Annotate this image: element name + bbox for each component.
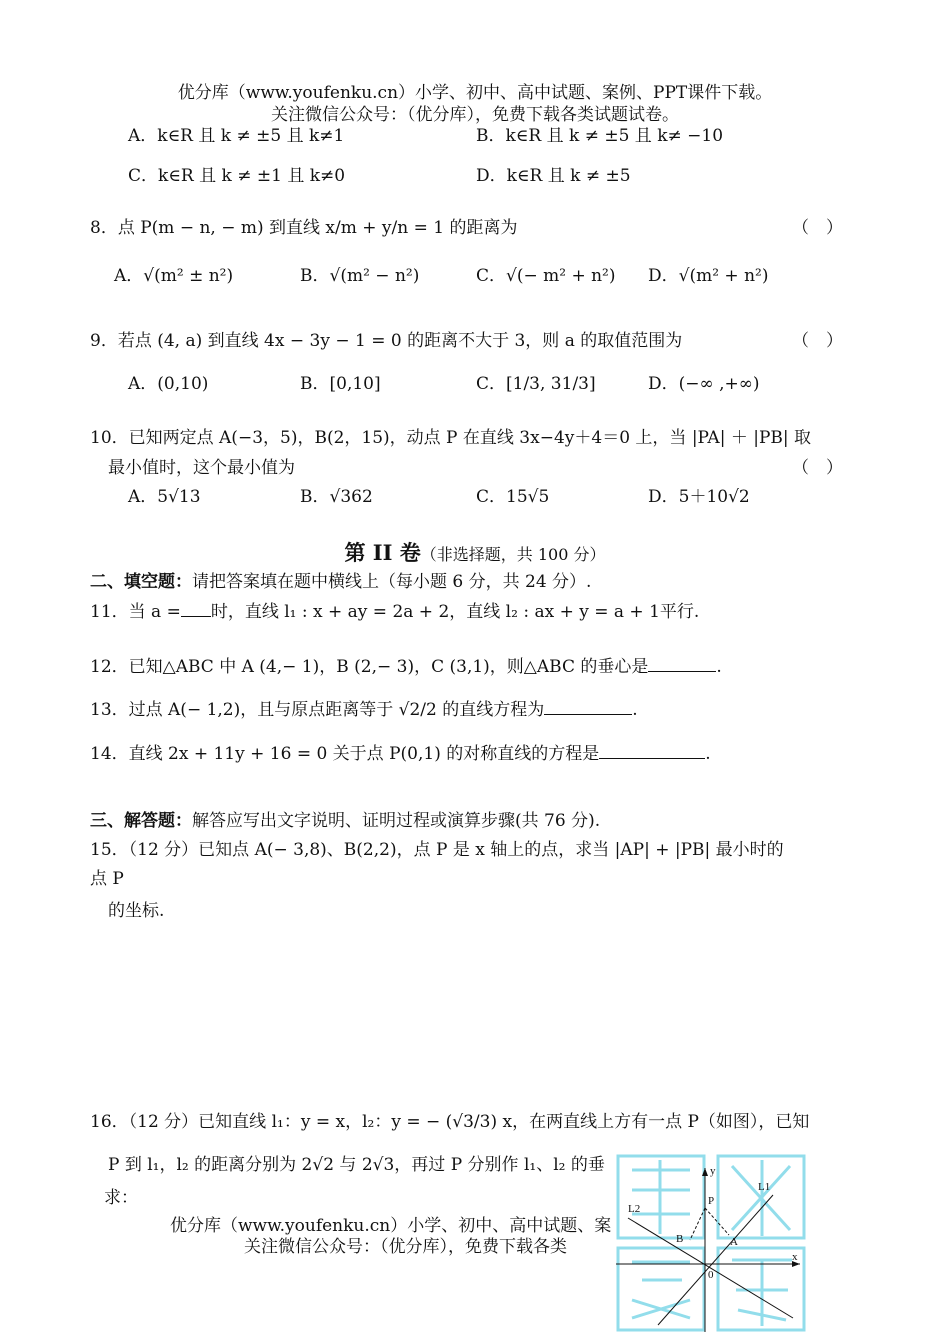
q7-option-d: D．k∈R 且 k ≠ ±5: [476, 166, 631, 186]
fill-section-desc: 请把答案填在题中横线上（每小题 6 分，共 24 分）.: [192, 572, 592, 592]
solve-section: [90, 806, 600, 831]
q12-answer-blank[interactable]: [648, 655, 716, 672]
q9-paren: （ ）: [792, 331, 843, 351]
q9-option-a: A．(0,10): [128, 374, 209, 394]
q10-paren: （ ）: [792, 458, 843, 478]
part-2-subtitle: （非选择题，共 100 分）: [420, 545, 606, 564]
q9-option-d: D．(−∞ ,+∞): [648, 374, 760, 394]
label-origin: 0: [708, 1269, 714, 1281]
q10-option-b: B．√362: [300, 487, 373, 507]
fill-section-heading: 二、填空题：: [90, 572, 192, 592]
q10-stem-line-2: 最小值时，这个最小值为: [108, 458, 295, 478]
q14-answer-blank[interactable]: [599, 742, 705, 759]
q16-line-3: 求：: [104, 1188, 138, 1208]
perpendicular-segments: [690, 1208, 729, 1240]
part-2-title: [0, 537, 950, 567]
q8-option-b: B．√(m² − n²): [300, 266, 420, 286]
label-x: x: [792, 1251, 798, 1263]
q11-answer-blank[interactable]: [181, 600, 211, 617]
q11: [90, 597, 699, 622]
q8-option-d: D．√(m² + n²): [648, 266, 769, 286]
q10-option-c: C．15√5: [476, 487, 550, 507]
q9-option-c: C．[1/3, 31/3]: [476, 374, 596, 394]
q9-option-b: B．[0,10]: [300, 374, 381, 394]
q8-option-a: A．√(m² ± n²): [114, 266, 234, 286]
label-l1: L1: [758, 1181, 771, 1193]
header-line-1: 优分库（www.youfenku.cn）小学、初中、高中试题、案例、PPT课件下载。: [177, 83, 773, 103]
coordinate-figure: [608, 1160, 808, 1335]
q8-paren: （ ）: [792, 218, 843, 238]
q16-line-1: 16．（12 分）已知直线 l₁：y = x，l₂：y = − (√3/3) x，在两直线上方有一点 P（如图），已知: [90, 1112, 810, 1132]
line-l2: [628, 1218, 793, 1318]
q8-option-c: C．√(− m² + n²): [476, 266, 616, 286]
q13-answer-blank[interactable]: [544, 698, 632, 715]
label-y: y: [710, 1165, 716, 1177]
q15-line-3: 的坐标.: [108, 901, 165, 921]
q11-mid: 时，直线 l₁ : x + ay = 2a + 2，直线 l₂ : ax + y = a + 1: [210, 602, 660, 622]
q12: [90, 652, 722, 677]
q14-end: .: [705, 744, 711, 764]
fill-section: [90, 567, 591, 592]
footer-line-2: 关注微信公众号：（优分库），免费下载各类: [244, 1237, 567, 1257]
line-l1: [658, 1195, 773, 1325]
q7-option-a: A．k∈R 且 k ≠ ±5 且 k≠1: [128, 126, 345, 146]
q15-line-1: 15．（12 分）已知点 A(− 3,8)、B(2,2)，点 P 是 x 轴上的点，求当 |AP| + |PB| 最小时的: [90, 840, 784, 860]
part-2-heading: 第 II 卷: [344, 540, 421, 565]
solve-section-heading: 三、解答题：: [90, 811, 192, 831]
label-l2: L2: [628, 1203, 641, 1215]
q15-line-2: 点 P: [90, 869, 124, 889]
q13-end: .: [632, 700, 638, 720]
q12-text: 12．已知△ABC 中 A (4,− 1)，B (2,− 3)，C (3,1)，则△ABC 的垂心是: [90, 657, 649, 677]
q13: [90, 695, 638, 720]
q8-stem: 8．点 P(m − n, − m) 到直线 x/m + y/n = 1 的距离为: [90, 218, 518, 238]
solve-section-desc: 解答应写出文字说明、证明过程或演算步骤(共 76 分).: [192, 811, 601, 831]
q16-line-2: P 到 l₁，l₂ 的距离分别为 2√2 与 2√3，再过 P 分别作 l₁、l₂ 的垂: [108, 1155, 605, 1175]
label-a: A: [730, 1236, 738, 1248]
q9-stem: 9．若点 (4, a) 到直线 4x − 3y − 1 = 0 的距离不大于 3，则 a 的取值范围为: [90, 331, 683, 351]
q11-prefix: 11．当 a =: [90, 602, 181, 622]
q14-text: 14．直线 2x + 11y + 16 = 0 关于点 P(0,1) 的对称直线的方程是: [90, 744, 600, 764]
footer-line-1: 优分库（www.youfenku.cn）小学、初中、高中试题、案: [170, 1216, 612, 1236]
q14: [90, 739, 711, 764]
label-b: B: [676, 1233, 684, 1245]
q13-text: 13．过点 A(− 1,2)，且与原点距离等于 √2/2 的直线方程为: [90, 700, 545, 720]
header-line-2: 关注微信公众号：（优分库），免费下载各类试题试卷。: [271, 105, 679, 125]
label-p: P: [708, 1195, 715, 1207]
q7-option-c: C．k∈R 且 k ≠ ±1 且 k≠0: [128, 166, 346, 186]
q11-suffix: 平行.: [659, 602, 700, 622]
q7-option-b: B．k∈R 且 k ≠ ±5 且 k≠ −10: [476, 126, 724, 146]
q10-option-d: D．5＋10√2: [648, 487, 750, 507]
y-axis-arrow: [702, 1168, 708, 1176]
q12-end: .: [716, 657, 722, 677]
q10-stem-line-1: 10．已知两定点 A(−3，5)，B(2，15)，动点 P 在直线 3x−4y＋4＝0 上，当 |PA| ＋ |PB| 取: [90, 428, 812, 448]
q10-option-a: A．5√13: [128, 487, 201, 507]
